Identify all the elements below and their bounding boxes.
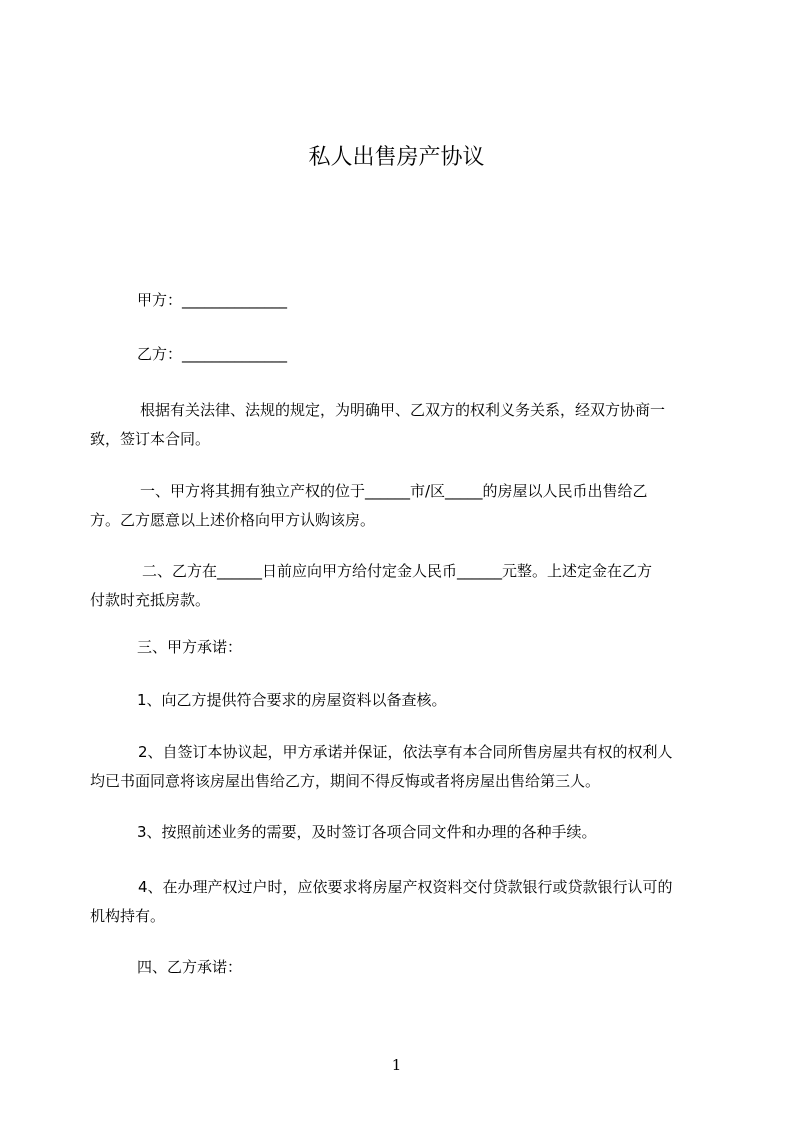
party-a-line: 甲方：______________ [137,291,288,309]
commitment-2-line-1: 2、自签订本协议起，甲方承诺并保证，依法享有本合同所售房屋共有权的权利人 [138,743,673,761]
commitment-4-line-2: 机构持有。 [90,907,166,925]
clause-2-line-2: 付款时充抵房款。 [90,591,211,609]
clause-2-paragraph [90,557,730,615]
intro-line-1: 根据有关法律、法规的规定，为明确甲、乙双方的权利义务关系，经双方协商一 [140,401,666,419]
intro-paragraph [90,396,730,454]
commitment-4-line-1: 4、在办理产权过户时，应依要求将房屋产权资料交付贷款银行或贷款银行认可的 [138,878,673,896]
clause-1-line-2: 方。乙方愿意以上述价格向甲方认购该房。 [90,511,376,529]
clause-1-paragraph [90,477,730,535]
intro-line-2: 致，签订本合同。 [90,430,211,448]
commitment-2-paragraph [90,738,730,796]
page-title: 私人出售房产协议 [308,145,485,170]
clause-2-line-1: 二、乙方在______日前应向甲方给付定金人民币______元整。上述定金在乙方 [142,562,653,580]
clause-1-line-1: 一、甲方将其拥有独立产权的位于______市/区_____的房屋以人民币出售给乙 [140,482,648,500]
commitment-3: 3、按照前述业务的需要，及时签订各项合同文件和办理的各种手续。 [137,823,597,841]
clause-3-heading: 三、甲方承诺： [137,638,243,656]
clause-4-heading: 四、乙方承诺： [137,958,243,976]
page-number: 1 [391,1056,402,1074]
commitment-4-paragraph [90,873,730,931]
commitment-1: 1、向乙方提供符合要求的房屋资料以备查核。 [137,691,447,709]
party-b-line: 乙方：______________ [137,345,288,363]
commitment-2-line-2: 均已书面同意将该房屋出售给乙方，期间不得反悔或者将房屋出售给第三人。 [90,772,601,790]
